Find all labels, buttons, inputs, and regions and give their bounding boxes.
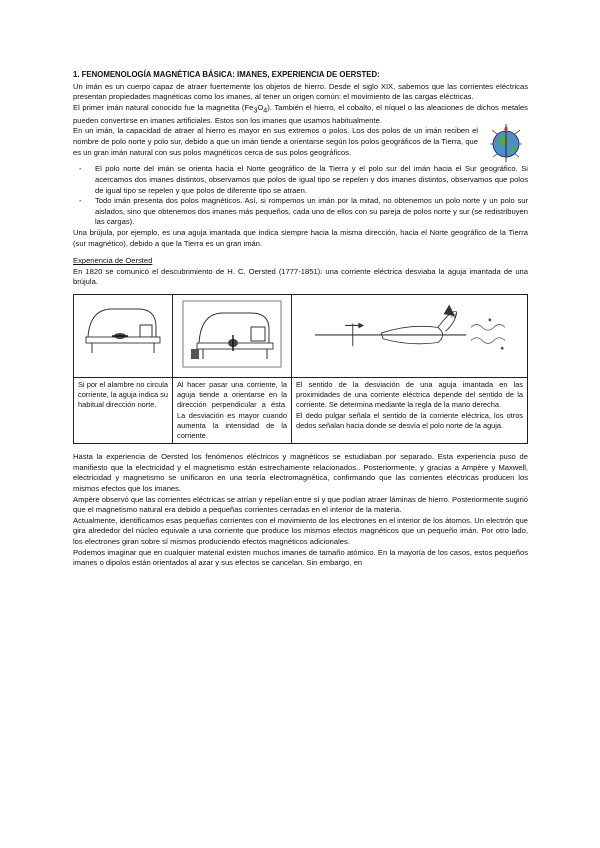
paragraph-oersted-intro: En 1820 se comunicó el descubrimiento de H. C. Oersted (1777-1851): una corriente eléctrica desviaba la aguja imantada de una brújula. xyxy=(73,266,528,287)
paragraph-iman-definicion: Un imán es un cuerpo capaz de atraer fuertemente los objetos de hierro. Desde el siglo XIX, sabemos que las corrientes eléctricas presentan propiedades magnéticas como los imanes, al tener un origen común: el movimiento de las cargas eléctricas. xyxy=(73,81,528,102)
oersted-figure-with-current xyxy=(177,297,287,371)
section-heading: 1. FENOMENOLOGÍA MAGNÉTICA BÁSICA: IMANES, EXPERIENCIA DE OERSTED: xyxy=(73,70,380,79)
paragraph-brujula: Una brújula, por ejemplo, es una aguja imantada que indica siempre hacia la misma dirección, hacia el Norte geográfico de la Tierra (sur magnético), debido a que la Tierra es un gran imán. xyxy=(73,228,528,248)
svg-text:N: N xyxy=(451,312,456,320)
figure-cell-with-current xyxy=(173,295,292,378)
list-item: - Todo imán presenta dos polos magnéticos. Así, si rompemos un imán por la mitad, no obtenemos un polo norte y un polo sur aislados, sino que obtenemos dos imanes más pequeños, cada uno de ellos con su pareja de polos norte y sur (se redistribuyen las cargas). xyxy=(95,196,528,228)
caption-right-hand-rule: El sentido de la desviación de una aguja imantada en las proximidades de una corriente eléctrica depende del sentido de la corriente. Se determina mediante la regla de la mano derecha. El dedo pulgar señala el sentido de la corriente eléctrica, los otros dedos señalan hacia donde se desvía el polo norte de la aguja. xyxy=(292,378,528,444)
earth-magnet-icon xyxy=(484,120,528,164)
figure-cell-right-hand-rule xyxy=(292,295,528,378)
list-item: - El polo norte del imán se orienta hacia el Norte geográfico de la Tierra y el polo sur del imán hacia el Sur geográfico. Si acercamos dos imanes distintos, observamos que polos de igual tipo se repelen y dos imanes distintos, observamos que polos de igual tipo se repelen y que polos de diferente tipo se atraen. xyxy=(95,164,528,196)
paragraph-dipolos: Podemos imaginar que en cualquier material existen muchos imanes de tamaño atómico. En la mayoría de los casos, estos pequeños imanes o dipolos están orientados al azar y sus efectos se cancelan. Sin embargo, en xyxy=(73,547,528,568)
poles-bullet-list xyxy=(73,164,528,228)
right-hand-rule-figure xyxy=(296,297,523,371)
figure-cell-no-current xyxy=(74,295,173,378)
paragraph-electrones: Actualmente, identificamos esas pequeñas corrientes con el movimiento de los electrones en el interior de los átomos. Un electrón que gira alrededor del núcleo equivale a una corriente que produce los mismos efectos magnéticos que un pequeño imán. Por otro lado, los electrones giran sobre sí mismos produciendo efectos magnéticos adicionales. xyxy=(73,515,528,546)
oersted-figure-no-current xyxy=(78,297,168,371)
oersted-heading: Experiencia de Oersted xyxy=(73,256,153,266)
page-content xyxy=(73,70,528,569)
caption-no-current: Si por el alambre no circula corriente, la aguja indica su habitual dirección norte. xyxy=(74,378,173,444)
oersted-experiment-table xyxy=(73,294,528,444)
poles-paragraph-row xyxy=(73,126,528,164)
paragraph-polos: En un imán, la capacidad de atraer al hierro es mayor en sus extremos o polos. Los dos polos de un imán reciben el nombre de polo norte y polo sur, debido a que un imán tiende a orientarse según los polos geográficos de la Tierra, que es un gran imán natural con sus polos magnéticos cerca de sus polos geográficos. xyxy=(73,126,478,157)
caption-with-current: Al hacer pasar una corriente, la aguja tiende a orientarse en la dirección perpendicular a ésta. La desviación es mayor cuando aumenta la intensidad de la corriente. xyxy=(173,378,292,444)
paragraph-unificacion: Hasta la experiencia de Oersted los fenómenos eléctricos y magnéticos se estudiaban por separado. Esta experiencia puso de manifiesto que la electricidad y el magnetismo están estrechamente relacionados.. Posteriormente, y gracias a Ampère y Maxwell, electricidad y magnetismo se unificaron en una teoría electromagnética, confirmando que las corrientes eléctricas producen los mismos efectos que los imanes. xyxy=(73,452,528,494)
paragraph-magnetita: El primer imán natural conocido fue la magnetita $(Fe_3O_4)$. También el hierro, el cobalto, el níquel o las aleaciones de dichos metales pueden convertirse en imanes artificiales. Estos son los imanes que usamos habitualmente. xyxy=(73,102,528,125)
paragraph-ampere: Ampère observó que las corrientes eléctricas se atrían y repelían entre sí y que podían atraer láminas de hierro. Posteriormente sugirió que el magnetismo natural era debido a pequeñas corrientes cerradas en el interior de la materia. xyxy=(73,494,529,515)
